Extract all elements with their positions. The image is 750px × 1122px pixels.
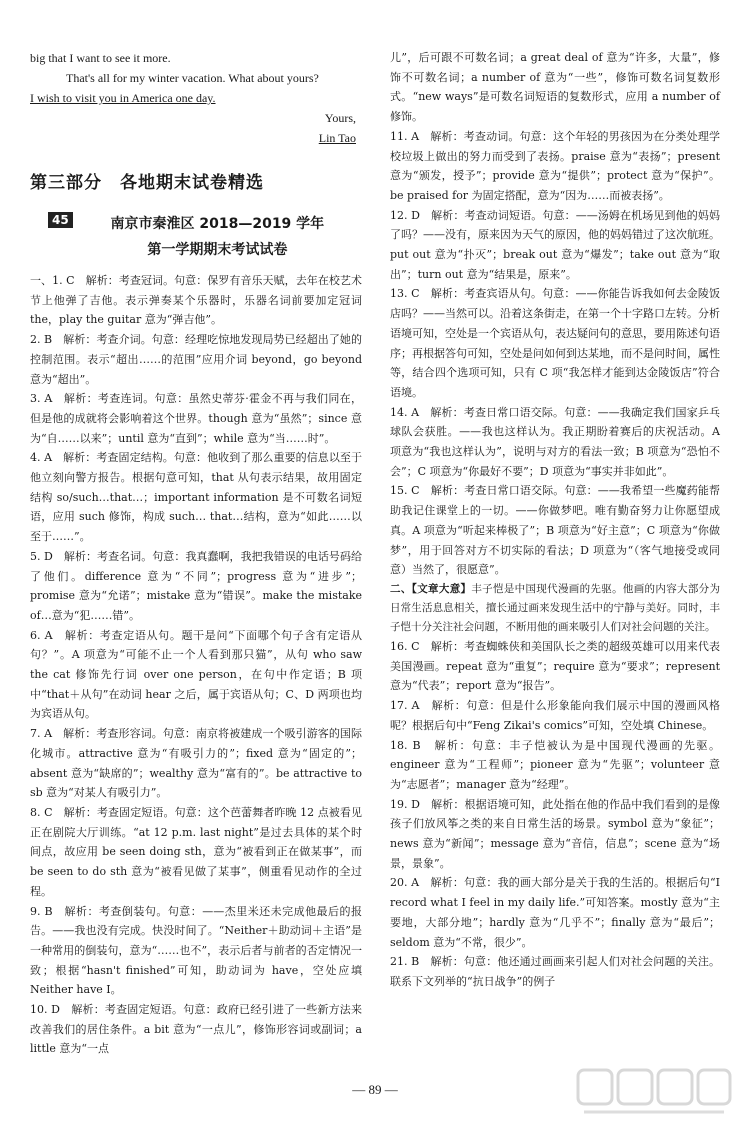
answer-item: 2. B 解析：考查介词。句意：经理吃惊地发现局势已经超出了她的控制范围。表示“超出……的范围”应用介词 beyond，go beyond 意为“超出”。 bbox=[30, 333, 362, 386]
left-column bbox=[30, 48, 362, 1059]
exam-number-badge: 45 bbox=[48, 212, 73, 228]
letter-line: That's all for my winter vacation. What about yours? bbox=[66, 71, 319, 85]
answer-item: 10. D 解析：考查固定短语。句意：政府已经引进了一些新方法来改善我们的居住条件。a bit 意为“一点儿”，修饰形容词或副词；a little 意为“一点 bbox=[30, 1003, 362, 1056]
answer-item: 4. A 解析：考查固定结构。句意：他收到了那么重要的信息以至于他立刻向警方报告。根据句意可知，that 从句表示结果，故用固定结构 so/such…that…；important information 是不可数名词短语，应用 such 修饰，构成 such… that…结构，意为“如此……以至于……”。 bbox=[30, 451, 362, 544]
page-number: — 89 — bbox=[352, 1082, 398, 1097]
article-summary-label: 二、【文章大意】 bbox=[390, 582, 472, 595]
answer-item: 17. A 解析：句意：但是什么形象能向我们展示中国的漫画风格呢？根据后句中“Feng Zikai's comics”可知，空处填 Chinese。 bbox=[390, 699, 720, 732]
answer-item: 19. D 解析：根据语境可知，此处指在他的作品中我们看到的是像孩子们放风筝之类的来自日常生活的场景。symbol 意为“象征”；news 意为“新闻”；message 意为“音信，信息”；scene 意为“场景，景象”。 bbox=[390, 797, 720, 870]
answer-item: 16. C 解析：考查蜘蛛侠和美国队长之类的超级英雄可以用来代表美国漫画。repeat 意为“重复”；require 意为“要求”；represent 意为“代表”；report 意为“报告”。 bbox=[390, 639, 720, 693]
exam-header bbox=[30, 211, 362, 263]
part-title: 第三部分 各地期末试卷精选 bbox=[30, 173, 264, 193]
answer-item: 12. D 解析：考查动词短语。句意：——汤姆在机场见到他的妈妈了吗？——没有，原来因为天气的原因，他的妈妈错过了这次航班。put out 意为“扑灭”；break out 意为“爆发”；take out 意为“取出”；turn out 意为“结果是，原来”。 bbox=[390, 208, 720, 281]
answer-item: 18. B 解析：句意：丰子恺被认为是中国现代漫画的先驱。engineer 意为“工程师”；pioneer 意为“先驱”；volunteer 意为“志愿者”；manager 意为“经理”。 bbox=[390, 738, 720, 791]
answer-item: 8. C 解析：考查固定短语。句意：这个芭蕾舞者昨晚 12 点被看见正在剧院大厅训练。“at 12 p.m. last night”是过去具体的某个时间点，故应用 be seen doing sth，意为“被看到正在做某事”，而 be seen to do sth 意为“被看见做了某事”，侧重看见动作的全过程。 bbox=[30, 805, 362, 898]
article-summary-text: 丰子恺是中国现代漫画的先驱。他画的内容大部分为日常生活息息相关，擅长通过画来发现生活中的宁静与美好。同时，丰子恺十分关注社会问题，不断用他的画来吸引人们对社会问题的关注。 bbox=[390, 582, 721, 633]
answer-item: 14. A 解析：考查日常口语交际。句意：——我确定我们国家乒乓球队会获胜。——我也这样认为。我正期盼着赛后的庆祝活动。A 项意为“我也这样认为”，说明与对方的看法一致；B 项意为“恐怕不会”；C 项意为“你最好不要”；D 项意为“事实并非如此”。 bbox=[390, 405, 720, 478]
watermark-logo bbox=[574, 1064, 734, 1116]
letter-signature: Lin Tao bbox=[318, 131, 356, 145]
answer-item: 11. A 解析：考查动词。句意：这个年轻的男孩因为在分类处理学校垃圾上做出的努力而受到了表扬。praise 意为“表扬”；present 意为“颁发，授予”；provide 意为“提供”；protect 意为“保护”。be praised for 为固定搭配，意为“因为……而被表扬”。 bbox=[390, 129, 720, 202]
letter-closing: Yours, bbox=[324, 111, 356, 125]
answer-item: 3. A 解析：考查连词。句意：虽然史蒂芬·霍金不再与我们同在，但是他的成就将会影响着这个世界。though 意为“虽然”；since 意为“自……以来”；until 意为“直到”；while 意为“当……时”。 bbox=[30, 392, 362, 445]
answer-item: 5. D 解析：考查名词。句意：我真蠢啊，我把我错误的电话号码给了他们。difference 意为“不同”；progress 意为“进步”；promise 意为“允诺”；mistake 意为“错误”。make the mistake of…意为“犯……错”。 bbox=[30, 549, 362, 622]
answer-item: 13. C 解析：考查宾语从句。句意：——你能告诉我如何去金陵饭店吗？——当然可以。沿着这条街走，在第一个十字路口左转。分析语境可知，空处是一个宾语从句，表达疑问句的意思，要用陈述句语序；再根据答句可知，空处是问如何到达某地，而不是问时间，属性等，结合四个选项可知，只有 C 项“我怎样才能到达金陵饭店”符合语境。 bbox=[390, 287, 720, 399]
article-summary bbox=[390, 580, 720, 637]
exam-title-line2: 第一学期期末考试试卷 bbox=[147, 242, 288, 258]
answer-item: 6. A 解析：考查定语从句。题干是问“下面哪个句子含有定语从句？”。A 项意为“可能不止一个人看到那只猫”，从句 who saw the cat 修饰先行词 over one person，在句中作定语；B 项中“that＋从句”在动词 hear 之后，属于宾语从句；C、D 两项也均为宾语从句。 bbox=[30, 628, 362, 721]
answer-item: 9. B 解析：考查倒装句。句意：——杰里米还未完成他最后的报告。——我也没有完成。快没时间了。“Neither＋助动词＋主语”是一种常用的倒装句，意为“……也不”，表示后者与前者的否定情况一致；根据“hasn't finished”可知，助动词为 have，空处应填 Neither have I。 bbox=[30, 904, 362, 997]
letter-line: big that I want to see it more. bbox=[30, 51, 171, 65]
right-column bbox=[390, 48, 720, 992]
exam-title bbox=[73, 211, 362, 263]
letter-underlined-answer: I wish to visit you in America one day. bbox=[30, 91, 216, 105]
exam-title-line1: 南京市秦淮区 2018—2019 学年 bbox=[110, 216, 325, 232]
answer-item: 7. A 解析：考查形容词。句意：南京将被建成一个吸引游客的国际化城市。attractive 意为“有吸引力的”；fixed 意为“固定的”；absent 意为“缺席的”；wealthy 意为“富有的”。be attractive to sb 意为“对某人有吸引力”。 bbox=[30, 727, 362, 800]
answer-item: 儿”，后可跟不可数名词；a great deal of 意为“许多，大量”，修饰不可数名词；a number of 意为“一些”，修饰可数名词复数形式。“new ways”是可数名词短语的复数形式，应用 a number of 修饰。 bbox=[390, 51, 720, 124]
answer-item: 20. A 解析：句意：我的画大部分是关于我的生活的。根据后句“I record what I feel in my daily life.”可知答案。mostly 意为“主要地，大部分地”；hardly 意为“几乎不”；finally 意为“最后”；seldom 意为“不常，很少”。 bbox=[390, 876, 720, 949]
answer-item: 一、1. C 解析：考查冠词。句意：保罗有音乐天赋，去年在校艺术节上他弹了吉他。表示弹奏某个乐器时，乐器名词前要加定冠词 the，play the guitar 意为“弹吉他”。 bbox=[30, 274, 362, 327]
answer-item: 15. C 解析：考查日常口语交际。句意：——我希望一些魔药能帮助我记住课堂上的一切。——你做梦吧。唯有勤奋努力让你愿望成真。A 项意为“听起来棒极了”；B 项意为“好主意”；C 项意为“你做梦”，用于回答对方不切实际的看法；D 项意为“（客气地接受或同意）当然了，很愿意”。 bbox=[390, 484, 720, 577]
answer-item: 21. B 解析：句意：他还通过画画来引起人们对社会问题的关注。联系下文列举的“抗日战争”的例子 bbox=[390, 955, 720, 988]
